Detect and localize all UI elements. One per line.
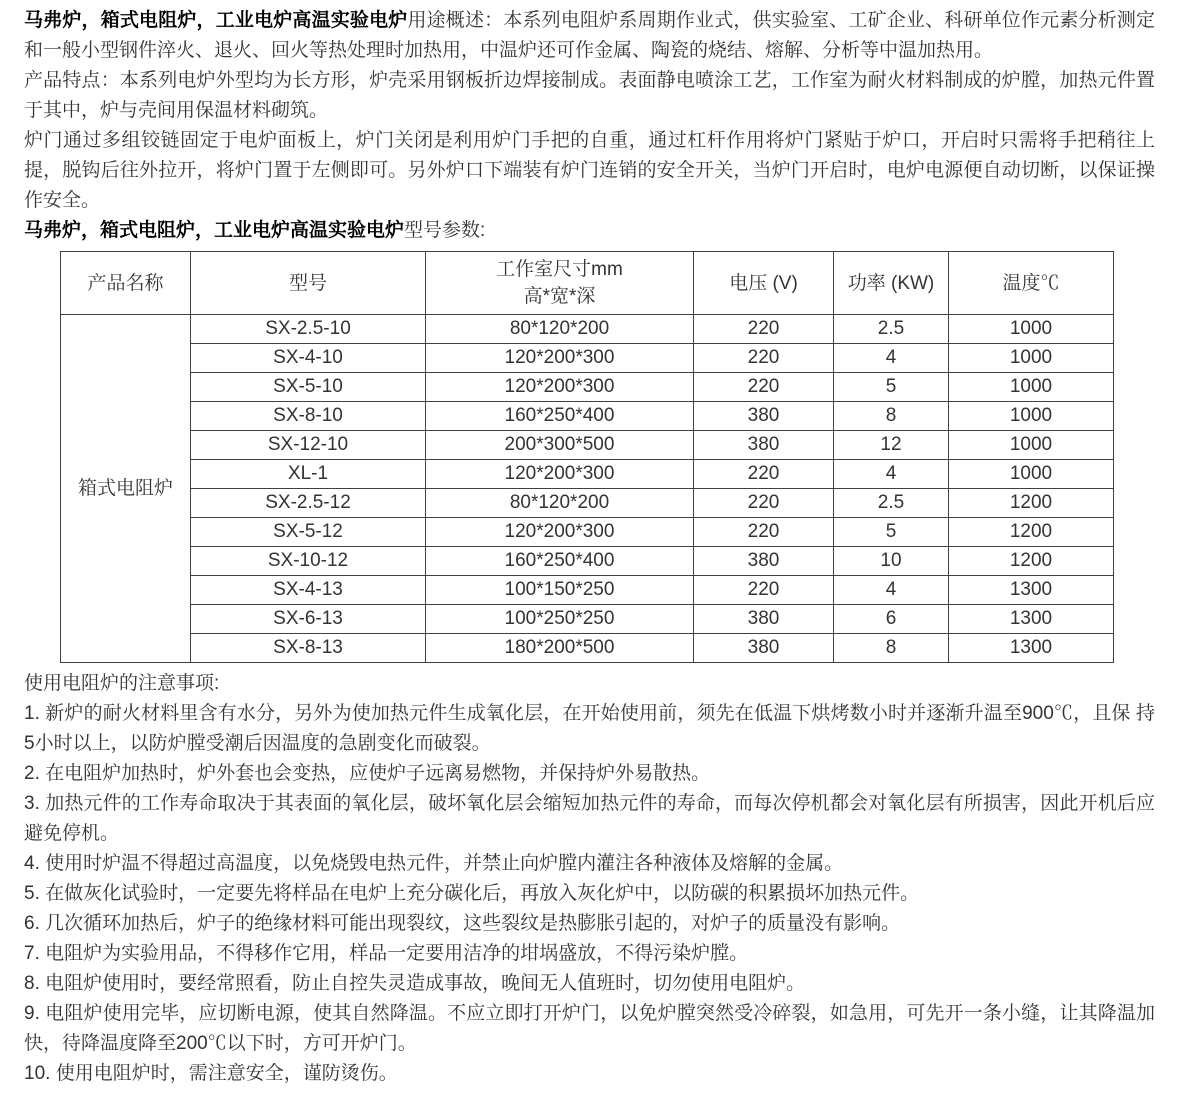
table-row — [61, 402, 1114, 431]
cell-size: 120*200*300 — [426, 344, 694, 373]
cell-voltage: 220 — [694, 576, 834, 605]
table-row — [61, 460, 1114, 489]
col-header-size-line2: 高*宽*深 — [523, 286, 596, 307]
cell-power: 10 — [834, 547, 949, 576]
cell-voltage: 380 — [694, 431, 834, 460]
table-row — [61, 489, 1114, 518]
note-item: 9. 电阻炉使用完毕，应切断电源，使其自然降温。不应立即打开炉门，以免炉膛突然受冷碎裂，如急用，可先开一条小缝，让其降温加快，待降温度降至200℃以下时，方可开炉门。 — [24, 1003, 1155, 1054]
col-header-power: 功率 (KW) — [834, 252, 949, 315]
cell-temperature: 1000 — [949, 373, 1114, 402]
table-row — [61, 315, 1114, 344]
table-row — [61, 431, 1114, 460]
params-title — [24, 216, 1155, 246]
cell-temperature: 1300 — [949, 576, 1114, 605]
cell-size: 120*200*300 — [426, 460, 694, 489]
cell-temperature: 1200 — [949, 489, 1114, 518]
cell-size: 80*120*200 — [426, 315, 694, 344]
notes-title: 使用电阻炉的注意事项: — [24, 673, 220, 694]
cell-temperature: 1200 — [949, 518, 1114, 547]
note-item: 5. 在做灰化试验时，一定要先将样品在电炉上充分碳化后，再放入灰化炉中，以防碳的积累损坏加热元件。 — [24, 883, 920, 904]
cell-voltage: 380 — [694, 547, 834, 576]
cell-size: 160*250*400 — [426, 402, 694, 431]
cell-temperature: 1000 — [949, 431, 1114, 460]
col-header-size — [426, 252, 694, 315]
intro-bold-title: 马弗炉，箱式电阻炉，工业电炉高温实验电炉 — [24, 10, 408, 31]
cell-voltage: 220 — [694, 344, 834, 373]
cell-model: SX-2.5-10 — [191, 315, 426, 344]
table-row — [61, 605, 1114, 634]
cell-voltage: 380 — [694, 402, 834, 431]
intro-text: 用途概述：本系列电阻炉系周期作业式，供实验室、工矿企业、科研单位作元素分析测定和一般小型钢件淬火、退火、回火等热处理时加热用，中温炉还可作金属、陶瓷的烧结、熔解、分析等中温加热用。 — [24, 10, 1155, 61]
cell-model: SX-2.5-12 — [191, 489, 426, 518]
cell-power: 8 — [834, 634, 949, 663]
cell-power: 4 — [834, 460, 949, 489]
cell-size: 100*250*250 — [426, 605, 694, 634]
cell-temperature: 1200 — [949, 547, 1114, 576]
note-item: 1. 新炉的耐火材料里含有水分，另外为使加热元件生成氧化层，在开始使用前，须先在低温下烘烤数小时并逐渐升温至900℃，且保 持5小时以上，以防炉膛受潮后因温度的急剧变化而破裂。 — [24, 703, 1155, 754]
cell-model: SX-6-13 — [191, 605, 426, 634]
cell-model: SX-5-12 — [191, 518, 426, 547]
cell-size: 160*250*400 — [426, 547, 694, 576]
cell-power: 2.5 — [834, 315, 949, 344]
cell-model: XL-1 — [191, 460, 426, 489]
table-row — [61, 373, 1114, 402]
cell-size: 200*300*500 — [426, 431, 694, 460]
note-item: 6. 几次循环加热后，炉子的绝缘材料可能出现裂纹，这些裂纹是热膨胀引起的，对炉子的质量没有影响。 — [24, 913, 901, 934]
cell-model: SX-8-13 — [191, 634, 426, 663]
cell-voltage: 220 — [694, 373, 834, 402]
note-item: 2. 在电阻炉加热时，炉外套也会变热，应使炉子远离易燃物，并保持炉外易散热。 — [24, 763, 711, 784]
intro-paragraph — [24, 6, 1155, 66]
col-header-model: 型号 — [191, 252, 426, 315]
cell-voltage: 380 — [694, 634, 834, 663]
cell-model: SX-4-13 — [191, 576, 426, 605]
cell-power: 2.5 — [834, 489, 949, 518]
cell-power: 4 — [834, 344, 949, 373]
cell-temperature: 1000 — [949, 344, 1114, 373]
cell-size: 100*150*250 — [426, 576, 694, 605]
cell-temperature: 1000 — [949, 460, 1114, 489]
cell-voltage: 220 — [694, 518, 834, 547]
table-row — [61, 344, 1114, 373]
col-header-size-line1: 工作室尺寸mm — [496, 259, 623, 280]
cell-voltage: 380 — [694, 605, 834, 634]
cell-power: 8 — [834, 402, 949, 431]
cell-power: 5 — [834, 518, 949, 547]
cell-voltage: 220 — [694, 315, 834, 344]
door-paragraph: 炉门通过多组铰链固定于电炉面板上，炉门关闭是利用炉门手把的自重，通过杠杆作用将炉门紧贴于炉口，开启时只需将手把稍往上提，脱钩后往外拉开，将炉门置于左侧即可。另外炉口下端装有炉门连销的安全开关，当炉门开启时，电炉电源便自动切断，以保证操作安全。 — [24, 130, 1155, 211]
table-row — [61, 518, 1114, 547]
cell-model: SX-8-10 — [191, 402, 426, 431]
note-item: 4. 使用时炉温不得超过高温度，以免烧毁电热元件，并禁止向炉膛内灌注各种液体及熔解的金属。 — [24, 853, 844, 874]
cell-size: 120*200*300 — [426, 518, 694, 547]
cell-temperature: 1000 — [949, 315, 1114, 344]
table-row — [61, 634, 1114, 663]
cell-model: SX-12-10 — [191, 431, 426, 460]
cell-model: SX-10-12 — [191, 547, 426, 576]
table-row — [61, 547, 1114, 576]
cell-temperature: 1300 — [949, 634, 1114, 663]
col-header-voltage: 电压 (V) — [694, 252, 834, 315]
note-item: 8. 电阻炉使用时，要经常照看，防止自控失灵造成事故，晚间无人值班时，切勿使用电阻炉。 — [24, 973, 806, 994]
cell-voltage: 220 — [694, 489, 834, 518]
col-header-temperature: 温度℃ — [949, 252, 1114, 315]
notes-list — [24, 699, 1155, 1089]
col-header-product: 产品名称 — [61, 252, 191, 315]
cell-temperature: 1300 — [949, 605, 1114, 634]
header-row — [61, 252, 1114, 315]
cell-size: 120*200*300 — [426, 373, 694, 402]
cell-power: 6 — [834, 605, 949, 634]
cell-power: 4 — [834, 576, 949, 605]
spec-table — [60, 251, 1114, 663]
cell-size: 80*120*200 — [426, 489, 694, 518]
table-row — [61, 576, 1114, 605]
params-title-text: 型号参数: — [404, 220, 486, 241]
note-item: 3. 加热元件的工作寿命取决于其表面的氧化层，破坏氧化层会缩短加热元件的寿命，而每次停机都会对氧化层有所损害，因此开机后应避免停机。 — [24, 793, 1155, 844]
cell-temperature: 1000 — [949, 402, 1114, 431]
cell-size: 180*200*500 — [426, 634, 694, 663]
features-paragraph: 产品特点：本系列电炉外型均为长方形，炉壳采用钢板折边焊接制成。表面静电喷涂工艺，工作室为耐火材料制成的炉膛，加热元件置于其中，炉与壳间用保温材料砌筑。 — [24, 70, 1155, 121]
cell-model: SX-4-10 — [191, 344, 426, 373]
note-item: 10. 使用电阻炉时，需注意安全，谨防烫伤。 — [24, 1063, 398, 1084]
category-cell: 箱式电阻炉 — [61, 315, 191, 663]
cell-voltage: 220 — [694, 460, 834, 489]
cell-model: SX-5-10 — [191, 373, 426, 402]
params-title-bold: 马弗炉，箱式电阻炉，工业电炉高温实验电炉 — [24, 220, 405, 241]
cell-power: 5 — [834, 373, 949, 402]
cell-power: 12 — [834, 431, 949, 460]
note-item: 7. 电阻炉为实验用品，不得移作它用，样品一定要用洁净的坩埚盛放，不得污染炉膛。 — [24, 943, 749, 964]
